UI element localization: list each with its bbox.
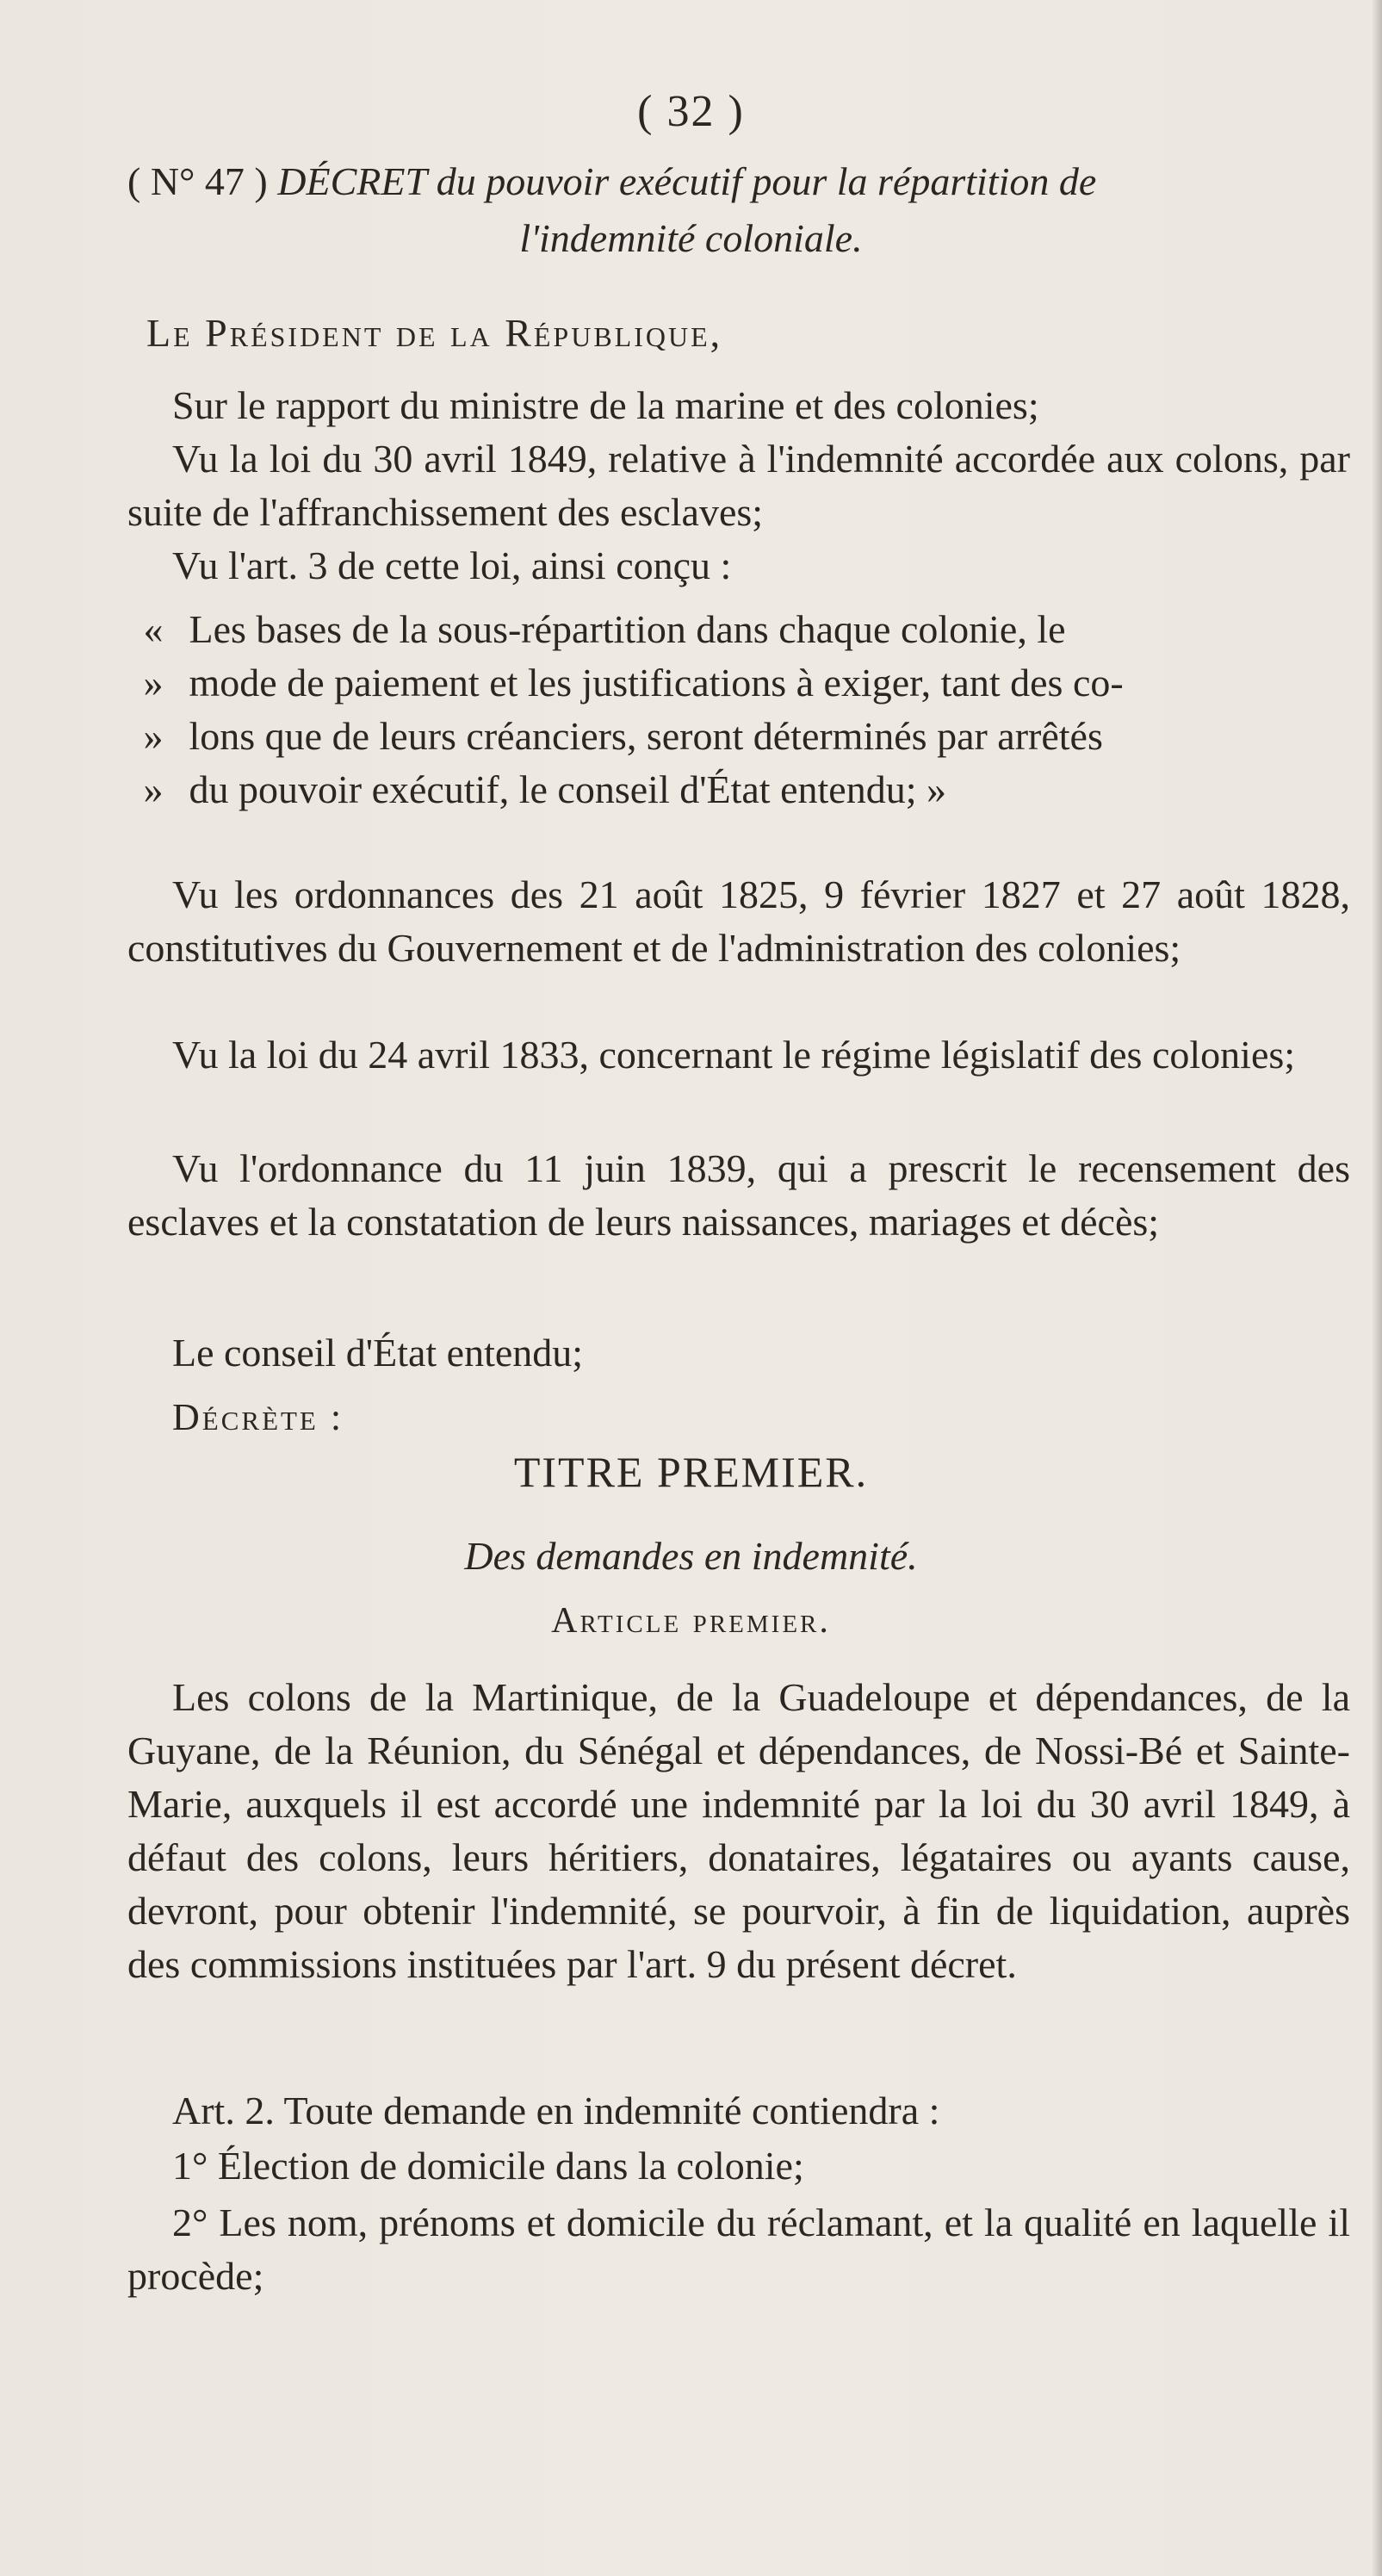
quote-line: » du pouvoir exécutif, le conseil d'État entendu; » [143,767,946,811]
decrete-label: Décrète : [172,1396,344,1438]
president-line: Le Président de la République, [146,311,723,355]
page-number: ( 32 ) [637,87,745,136]
paragraph: Vu l'ordonnance du 11 juin 1839, qui a prescrit le recensement des esclaves et la constatation de leurs naissances, mariages et décès; [127,1146,1350,1244]
quote-line: « Les bases de la sous-répartition dans chaque colonie, le [143,607,1066,651]
paragraph: Vu les ordonnances des 21 août 1825, 9 février 1827 et 27 août 1828, constitutives du Gouvernement et de l'administration des colonies; [127,872,1350,970]
decree-number: ( N° 47 ) [127,159,268,203]
page-edge-shadow [1372,0,1382,2576]
decree-heading [127,155,1350,208]
list-item: 2° Les nom, prénoms et domicile du réclamant, et la qualité en laquelle il procède; [127,2200,1350,2298]
quote-line: » lons que de leurs créanciers, seront déterminés par arrêtés [143,714,1103,758]
decree-title-line1: DÉCRET du pouvoir exécutif pour la répartition de [277,159,1097,203]
list-item: 1° Élection de domicile dans la colonie; [172,2144,804,2188]
title-premier: TITRE PREMIER. [513,1448,869,1496]
article-2-text: Art. 2. Toute demande en indemnité contiendra : [172,2089,940,2132]
paragraph: Le conseil d'État entendu; [172,1331,584,1375]
article-heading: Article premier. [551,1601,831,1641]
paragraph: Vu l'art. 3 de cette loi, ainsi conçu : [172,543,732,587]
paragraph: Vu la loi du 24 avril 1833, concernant le régime législatif des colonies; [172,1033,1296,1077]
paragraph: Sur le rapport du ministre de la marine et des colonies; [172,383,1039,427]
title-subheading: Des demandes en indemnité. [464,1534,918,1578]
article-1-text: Les colons de la Martinique, de la Guadeloupe et dépendances, de la Guyane, de la Réunion, du Sénégal et dépendances, de Nossi-Bé et Sainte-Marie, auxquels il est accordé une indemnité par la loi du 30 avril 1849, à défaut des colons, leurs héritiers, donataires, légataires ou ayants cause, devront, pour obtenir l'indemnité, se pourvoir, à fin de liquidation, auprès des commissions instituées par l'art. 9 du présent décret. [127,1675,1350,1986]
paragraph: Vu la loi du 30 avril 1849, relative à l'indemnité accordée aux colons, par suite de l'affranchissement des esclaves; [127,437,1350,534]
decree-title-line2: l'indemnité coloniale. [519,216,863,260]
quote-line: » mode de paiement et les justifications à exiger, tant des co- [143,661,1124,705]
